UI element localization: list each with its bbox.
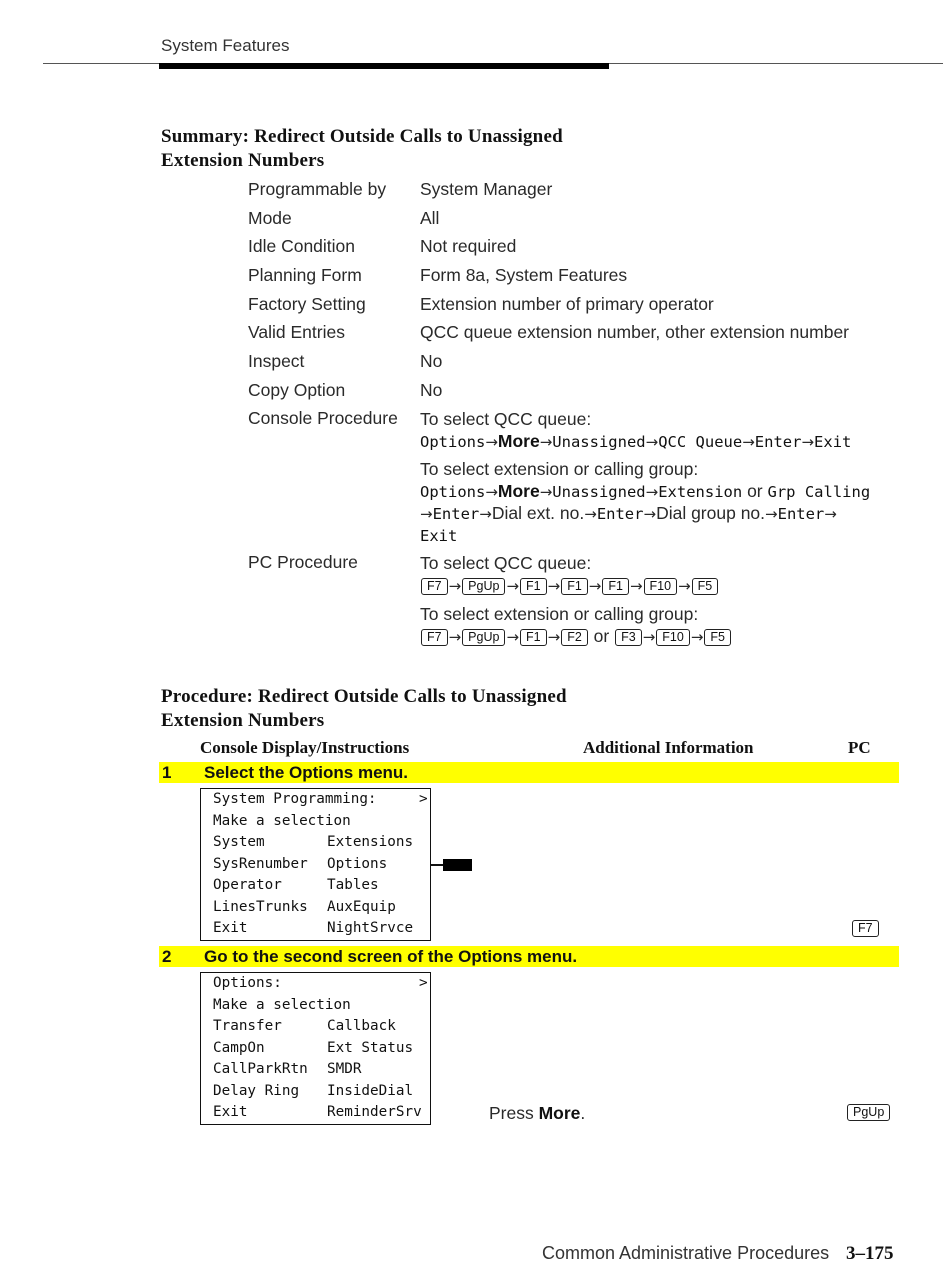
key-f5: F5 xyxy=(704,629,731,646)
procedure-title xyxy=(161,685,567,733)
summary-label-planning-form: Planning Form xyxy=(248,265,362,285)
menu-option-insidedial[interactable]: InsideDial xyxy=(327,1082,414,1099)
key-pgup: PgUp xyxy=(462,578,505,595)
menu-option-callparkrtn[interactable]: CallParkRtn xyxy=(213,1061,308,1077)
summary-title-line2: Extension Numbers xyxy=(161,150,325,171)
pointer-marker-icon xyxy=(443,859,472,871)
arrow-right-icon: → xyxy=(588,577,602,595)
screen-prompt-row: Make a selection xyxy=(213,996,351,1013)
summary-value-valid-entries: QCC queue extension number, other extension number xyxy=(420,322,850,342)
key-f7: F7 xyxy=(421,629,448,646)
arrow-right-icon: → xyxy=(547,577,561,595)
running-header: System Features xyxy=(161,36,290,55)
key-f3: F3 xyxy=(615,629,642,646)
arrow-right-icon: → xyxy=(742,433,755,451)
column-header-info: Additional Information xyxy=(583,738,754,757)
menu-option-ext-status[interactable]: Ext Status xyxy=(327,1039,414,1056)
screen-menu-row xyxy=(201,875,430,897)
key-f1: F1 xyxy=(520,578,547,595)
menu-option-operator[interactable]: Operator xyxy=(213,877,282,893)
summary-label-programmable-by: Programmable by xyxy=(248,179,387,199)
arrow-right-icon: → xyxy=(547,628,561,646)
key-f2: F2 xyxy=(561,629,588,646)
pc-procedure-qcc xyxy=(420,552,719,596)
arrow-right-icon: → xyxy=(448,577,462,595)
menu-option-system[interactable]: System xyxy=(213,834,265,850)
screen-menu-row xyxy=(201,1016,430,1038)
screen-menu-row xyxy=(201,832,430,854)
pointer-line xyxy=(431,864,443,866)
arrow-right-icon: → xyxy=(824,505,837,523)
menu-option-smdr[interactable]: SMDR xyxy=(327,1061,362,1077)
summary-value-inspect: No xyxy=(420,351,443,371)
screen-menu-row xyxy=(201,918,430,940)
more-arrow-icon: > xyxy=(419,791,428,807)
menu-option-options[interactable]: Options xyxy=(327,855,388,872)
menu-option-exit[interactable]: Exit xyxy=(213,920,248,936)
menu-option-sysrenumber[interactable]: SysRenumber xyxy=(213,855,308,872)
menu-option-auxequip[interactable]: AuxEquip xyxy=(327,898,396,915)
screen-menu-row xyxy=(201,1038,430,1060)
arrow-right-icon: → xyxy=(485,483,498,501)
menu-option-callback[interactable]: Callback xyxy=(327,1018,396,1034)
pc-ext-intro: To select extension or calling group: xyxy=(420,604,699,624)
step-2-band xyxy=(159,946,899,967)
arrow-right-icon: → xyxy=(420,505,433,523)
screen-title-row: Options: > xyxy=(201,973,430,995)
menu-option-linestrunks[interactable]: LinesTrunks xyxy=(213,898,308,915)
menu-option-remindersrv[interactable]: ReminderSrv xyxy=(327,1104,422,1120)
console-ext-intro: To select extension or calling group: xyxy=(420,459,699,479)
key-f1: F1 xyxy=(520,629,547,646)
arrow-right-icon: → xyxy=(801,433,815,451)
console-ext-sequence-1: Options→More→Unassigned→Extension or Grp Calling xyxy=(420,481,871,501)
pc-procedure-extension xyxy=(420,603,732,647)
key-f1: F1 xyxy=(602,578,629,595)
summary-label-factory-setting: Factory Setting xyxy=(248,294,366,314)
menu-option-transfer[interactable]: Transfer xyxy=(213,1018,282,1034)
header-bar xyxy=(159,63,609,69)
summary-value-factory-setting: Extension number of primary operator xyxy=(420,294,714,314)
summary-label-valid-entries: Valid Entries xyxy=(248,322,345,342)
console-qcc-intro: To select QCC queue: xyxy=(420,409,592,429)
arrow-right-icon: → xyxy=(479,505,492,523)
menu-option-exit[interactable]: Exit xyxy=(213,1104,248,1120)
step-instruction: Go to the second screen of the Options menu. xyxy=(204,947,578,966)
screen-menu-row xyxy=(201,854,430,876)
screen-title-row: System Programming: > xyxy=(201,789,430,811)
menu-option-tables[interactable]: Tables xyxy=(327,877,379,893)
summary-value-programmable-by: System Manager xyxy=(420,179,553,199)
menu-option-nightsrvce[interactable]: NightSrvce xyxy=(327,920,414,936)
console-procedure-qcc xyxy=(420,408,851,452)
key-f1: F1 xyxy=(561,578,588,595)
arrow-right-icon: → xyxy=(448,628,462,646)
arrow-right-icon: → xyxy=(506,628,520,646)
pc-qcc-keys xyxy=(420,574,719,596)
arrow-right-icon: → xyxy=(645,433,659,451)
pc-procedure-label: PC Procedure xyxy=(248,552,358,572)
screen-menu-row xyxy=(201,1102,430,1124)
summary-value-idle-condition: Not required xyxy=(420,236,517,256)
arrow-right-icon: → xyxy=(539,433,553,451)
procedure-title-line2: Extension Numbers xyxy=(161,710,325,731)
column-header-console: Console Display/Instructions xyxy=(200,738,410,757)
pc-qcc-intro: To select QCC queue: xyxy=(420,553,592,573)
arrow-right-icon: → xyxy=(765,505,778,523)
screen-menu-row xyxy=(201,1059,430,1081)
more-arrow-icon: > xyxy=(419,975,428,991)
summary-label-mode: Mode xyxy=(248,208,292,228)
step-1-pc-key xyxy=(851,920,880,938)
step-2-pc-key xyxy=(846,1104,891,1122)
arrow-right-icon: → xyxy=(539,483,553,501)
procedure-title-line1: Procedure: Redirect Outside Calls to Unassigned xyxy=(161,686,567,707)
console-procedure-extension xyxy=(420,458,870,546)
arrow-right-icon: → xyxy=(506,577,520,595)
arrow-right-icon: → xyxy=(678,577,691,595)
screen-menu-row xyxy=(201,1081,430,1103)
column-header-pc: PC xyxy=(848,738,871,757)
step-instruction: Select the Options menu. xyxy=(204,763,409,782)
summary-label-idle-condition: Idle Condition xyxy=(248,236,356,256)
summary-title xyxy=(161,125,563,173)
console-ext-sequence-3: Exit xyxy=(420,527,458,545)
screen-menu-row xyxy=(201,897,430,919)
key-f5: F5 xyxy=(692,578,719,595)
key-f7: F7 xyxy=(421,578,448,595)
summary-value-planning-form: Form 8a, System Features xyxy=(420,265,628,285)
menu-option-extensions[interactable]: Extensions xyxy=(327,834,414,850)
console-screen-system-programming xyxy=(200,788,431,941)
arrow-right-icon: → xyxy=(690,628,704,646)
arrow-right-icon: → xyxy=(643,505,657,523)
step-number: 2 xyxy=(162,947,172,966)
summary-value-copy-option: No xyxy=(420,380,443,400)
summary-title-line1: Summary: Redirect Outside Calls to Unassigned xyxy=(161,126,563,147)
menu-option-delay-ring[interactable]: Delay Ring xyxy=(213,1082,300,1099)
console-screen-options xyxy=(200,972,431,1125)
arrow-right-icon: → xyxy=(629,577,643,595)
arrow-right-icon: → xyxy=(485,433,498,451)
summary-value-mode: All xyxy=(420,208,440,228)
arrow-right-icon: → xyxy=(645,483,659,501)
arrow-right-icon: → xyxy=(584,505,597,523)
arrow-right-icon: → xyxy=(642,628,656,646)
key-f10: F10 xyxy=(644,578,678,595)
step-number: 1 xyxy=(162,763,172,782)
menu-option-campon[interactable]: CampOn xyxy=(213,1039,265,1056)
key-f7: F7 xyxy=(852,920,879,937)
summary-label-inspect: Inspect xyxy=(248,351,305,371)
summary-label-copy-option: Copy Option xyxy=(248,380,346,400)
key-pgup: PgUp xyxy=(847,1104,890,1121)
step-2-additional-info: Press More. xyxy=(489,1103,586,1123)
console-procedure-label: Console Procedure xyxy=(248,408,398,428)
pc-ext-keys: F7 → PgUp → F1 → F2 or F3 → F10 → F5 xyxy=(420,625,732,647)
page-number: 3–175 xyxy=(846,1243,894,1264)
key-f10: F10 xyxy=(656,629,690,646)
key-pgup: PgUp xyxy=(462,629,505,646)
screen-prompt-row: Make a selection xyxy=(213,812,351,829)
step-1-band xyxy=(159,762,899,783)
console-qcc-sequence: Options→More→Unassigned→QCC Queue→Enter→Exit xyxy=(420,431,852,451)
console-ext-sequence-2: →Enter→Dial ext. no.→Enter→Dial group no.→Enter→ xyxy=(420,503,837,523)
footer-section-title: Common Administrative Procedures xyxy=(542,1243,830,1263)
